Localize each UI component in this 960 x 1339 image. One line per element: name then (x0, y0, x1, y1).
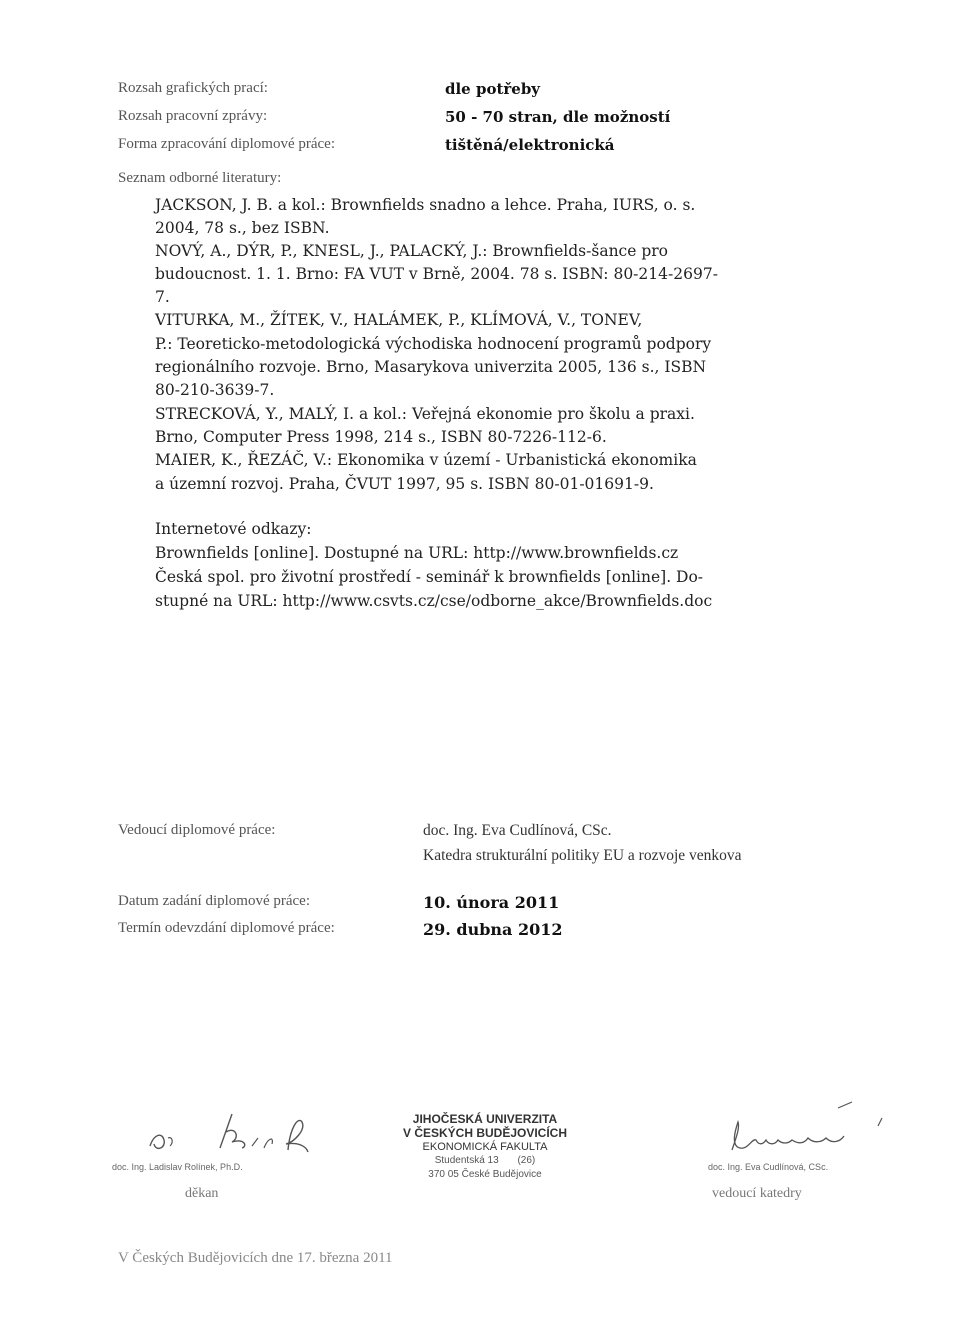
dean-name: doc. Ing. Ladislav Rolínek, Ph.D. (112, 1162, 243, 1172)
literature-line: 7. (155, 288, 170, 306)
literature-line: P.: Teoreticko-metodologická východiska hodnocení programů podpory (155, 335, 712, 353)
literature-line: Brno, Computer Press 1998, 214 s., ISBN 80-7226-112-6. (155, 428, 607, 446)
field-value-graphic-scope: dle potřeby (445, 80, 541, 98)
internet-line: Brownfields [online]. Dostupné na URL: http://www.brownfields.cz (155, 544, 679, 562)
stamp-line-street (385, 1154, 585, 1168)
field-label-graphic-scope: Rozsah grafických prací: (118, 80, 268, 96)
literature-heading: Seznam odborné literatury: (118, 170, 282, 186)
literature-line: JACKSON, J. B. a kol.: Brownfields snadno a lehce. Praha, IURS, o. s. (155, 196, 696, 214)
head-signature (718, 1098, 898, 1158)
supervisor-label: Vedoucí diplomové práce: (118, 822, 276, 838)
supervisor-name: doc. Ing. Eva Cudlínová, CSc. (423, 822, 612, 839)
field-value-report-scope: 50 - 70 stran, dle možností (445, 108, 671, 126)
field-label-thesis-form: Forma zpracování diplomové práce: (118, 136, 336, 152)
dean-role: děkan (185, 1186, 219, 1201)
place-and-date: V Českých Budějovicích dne 17. března 2011 (118, 1250, 393, 1266)
stamp-line-faculty: EKONOMICKÁ FAKULTA (422, 1141, 548, 1153)
internet-line: Česká spol. pro životní prostředí - seminář k brownfields [online]. Do- (155, 568, 704, 586)
literature-line: VITURKA, M., ŽÍTEK, V., HALÁMEK, P., KLÍMOVÁ, V., TONEV, (155, 311, 643, 329)
literature-line: MAIER, K., ŘEZÁČ, V.: Ekonomika v území - Urbanistická ekonomika (155, 451, 697, 469)
stamp-line-postal: 370 05 České Budějovice (428, 1169, 542, 1180)
assignment-date-label: Datum zadání diplomové práce: (118, 893, 311, 909)
literature-line: a územní rozvoj. Praha, ČVUT 1997, 95 s. ISBN 80-01-01691-9. (155, 475, 654, 493)
literature-line: regionálního rozvoje. Brno, Masarykova univerzita 2005, 136 s., ISBN (155, 358, 707, 376)
assignment-date-value: 10. února 2011 (423, 893, 560, 912)
field-label-report-scope: Rozsah pracovní zprávy: (118, 108, 268, 124)
stamp-number: (26) (517, 1155, 536, 1166)
literature-line: 2004, 78 s., bez ISBN. (155, 219, 330, 237)
stamp-line-city: V ČESKÝCH BUDĚJOVICÍCH (402, 1126, 568, 1140)
internet-heading: Internetové odkazy: (155, 520, 312, 538)
dean-signature (140, 1108, 340, 1158)
head-name: doc. Ing. Eva Cudlínová, CSc. (708, 1162, 829, 1172)
stamp-street: Studentská 13 (434, 1155, 499, 1166)
internet-line: stupné na URL: http://www.csvts.cz/cse/odborne_akce/Brownfields.doc (155, 592, 713, 610)
faculty-stamp (385, 1112, 585, 1182)
literature-line: budoucnost. 1. 1. Brno: FA VUT v Brně, 2004. 78 s. ISBN: 80-214-2697- (155, 265, 718, 283)
field-value-thesis-form: tištěná/elektronická (445, 136, 615, 154)
literature-line: 80-210-3639-7. (155, 381, 275, 399)
literature-line: STRECKOVÁ, Y., MALÝ, I. a kol.: Veřejná ekonomie pro školu a praxi. (155, 405, 695, 423)
literature-line: NOVÝ, A., DÝR, P., KNESL, J., PALACKÝ, J.: Brownfields-šance pro (155, 242, 668, 260)
deadline-date-value: 29. dubna 2012 (423, 920, 563, 939)
supervisor-department: Katedra strukturální politiky EU a rozvoje venkova (423, 847, 742, 864)
deadline-date-label: Termín odevzdání diplomové práce: (118, 920, 335, 936)
stamp-line-university: JIHOČESKÁ UNIVERZITA (412, 1112, 558, 1126)
head-role: vedoucí katedry (712, 1186, 802, 1201)
